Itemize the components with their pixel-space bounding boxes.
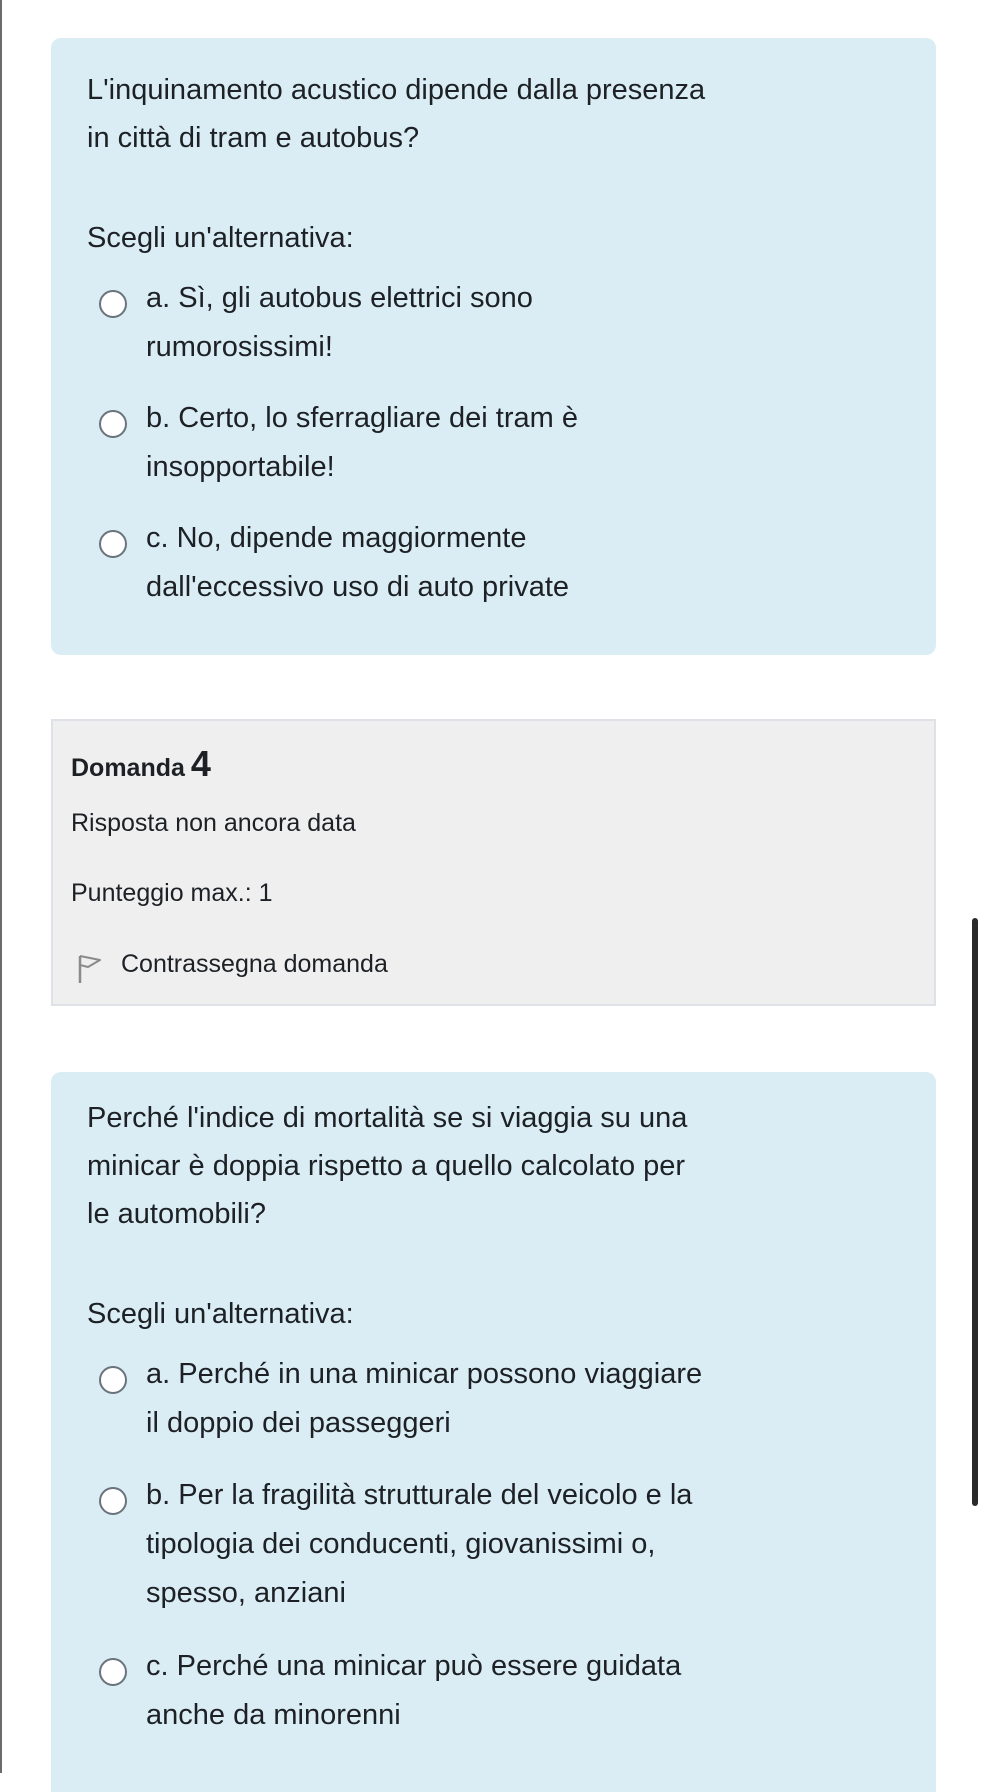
option-label-line[interactable]: anche da minorenni <box>146 1699 401 1731</box>
option-label-line[interactable]: il doppio dei passeggeri <box>146 1407 451 1439</box>
option-radio-button[interactable] <box>99 290 127 318</box>
option-label[interactable] <box>146 394 866 492</box>
option-radio-button[interactable] <box>99 1366 127 1394</box>
question-3-text-line: L'inquinamento acustico dipende dalla presenza <box>87 74 706 106</box>
question-4-prompt: Scegli un'alternativa: <box>87 1298 354 1330</box>
option-radio-button[interactable] <box>99 530 127 558</box>
option-radio-button[interactable] <box>99 1487 127 1515</box>
option-label-line[interactable]: tipologia dei conducenti, giovanissimi o, <box>146 1528 656 1560</box>
option-label-line[interactable]: a. Sì, gli autobus elettrici sono <box>146 282 533 314</box>
question-4-text <box>87 1094 887 1238</box>
page-left-border <box>0 0 2 1773</box>
question-max-grade: Punteggio max.: 1 <box>71 879 273 907</box>
option-radio-button[interactable] <box>99 1658 127 1686</box>
option-label-line[interactable]: a. Perché in una minicar possono viaggiare <box>146 1358 703 1390</box>
option-label-line[interactable]: b. Per la fragilità strutturale del veicolo e la <box>146 1479 693 1511</box>
option-label-line[interactable]: spesso, anziani <box>146 1577 346 1609</box>
question-number-value: 4 <box>190 743 211 784</box>
question-number-label: Domanda <box>71 754 185 782</box>
question-4-formulation <box>51 1072 936 1792</box>
question-3-prompt: Scegli un'alternativa: <box>87 222 354 254</box>
question-state: Risposta non ancora data <box>71 809 356 837</box>
option-label-line[interactable]: rumorosissimi! <box>146 331 333 363</box>
option-label-line[interactable]: dall'eccessivo uso di auto private <box>146 571 570 603</box>
question-3-text <box>87 66 887 162</box>
option-label-line[interactable]: c. No, dipende maggiormente <box>146 522 527 554</box>
option-label-line[interactable]: c. Perché una minicar può essere guidata <box>146 1650 682 1682</box>
question-3-formulation <box>51 38 936 655</box>
question-3-text-line: in città di tram e autobus? <box>87 122 420 154</box>
flag-icon[interactable] <box>75 953 103 985</box>
option-label[interactable] <box>146 1471 866 1618</box>
option-label[interactable] <box>146 1350 866 1448</box>
question-4-text-line: le automobili? <box>87 1198 266 1230</box>
option-label[interactable] <box>146 1642 866 1740</box>
flag-question-label[interactable]: Contrassegna domanda <box>121 950 388 978</box>
option-label-line[interactable]: b. Certo, lo sferragliare dei tram è <box>146 402 578 434</box>
option-label-line[interactable]: insopportabile! <box>146 451 335 483</box>
option-radio-button[interactable] <box>99 410 127 438</box>
question-4-text-line: Perché l'indice di mortalità se si viaggia su una <box>87 1102 688 1134</box>
question-number <box>71 743 211 785</box>
vertical-scrollbar[interactable] <box>972 918 978 1506</box>
question-4-text-line: minicar è doppia rispetto a quello calcolato per <box>87 1150 686 1182</box>
option-label[interactable] <box>146 274 866 372</box>
question-4-info-panel <box>51 719 936 1006</box>
option-label[interactable] <box>146 514 866 612</box>
